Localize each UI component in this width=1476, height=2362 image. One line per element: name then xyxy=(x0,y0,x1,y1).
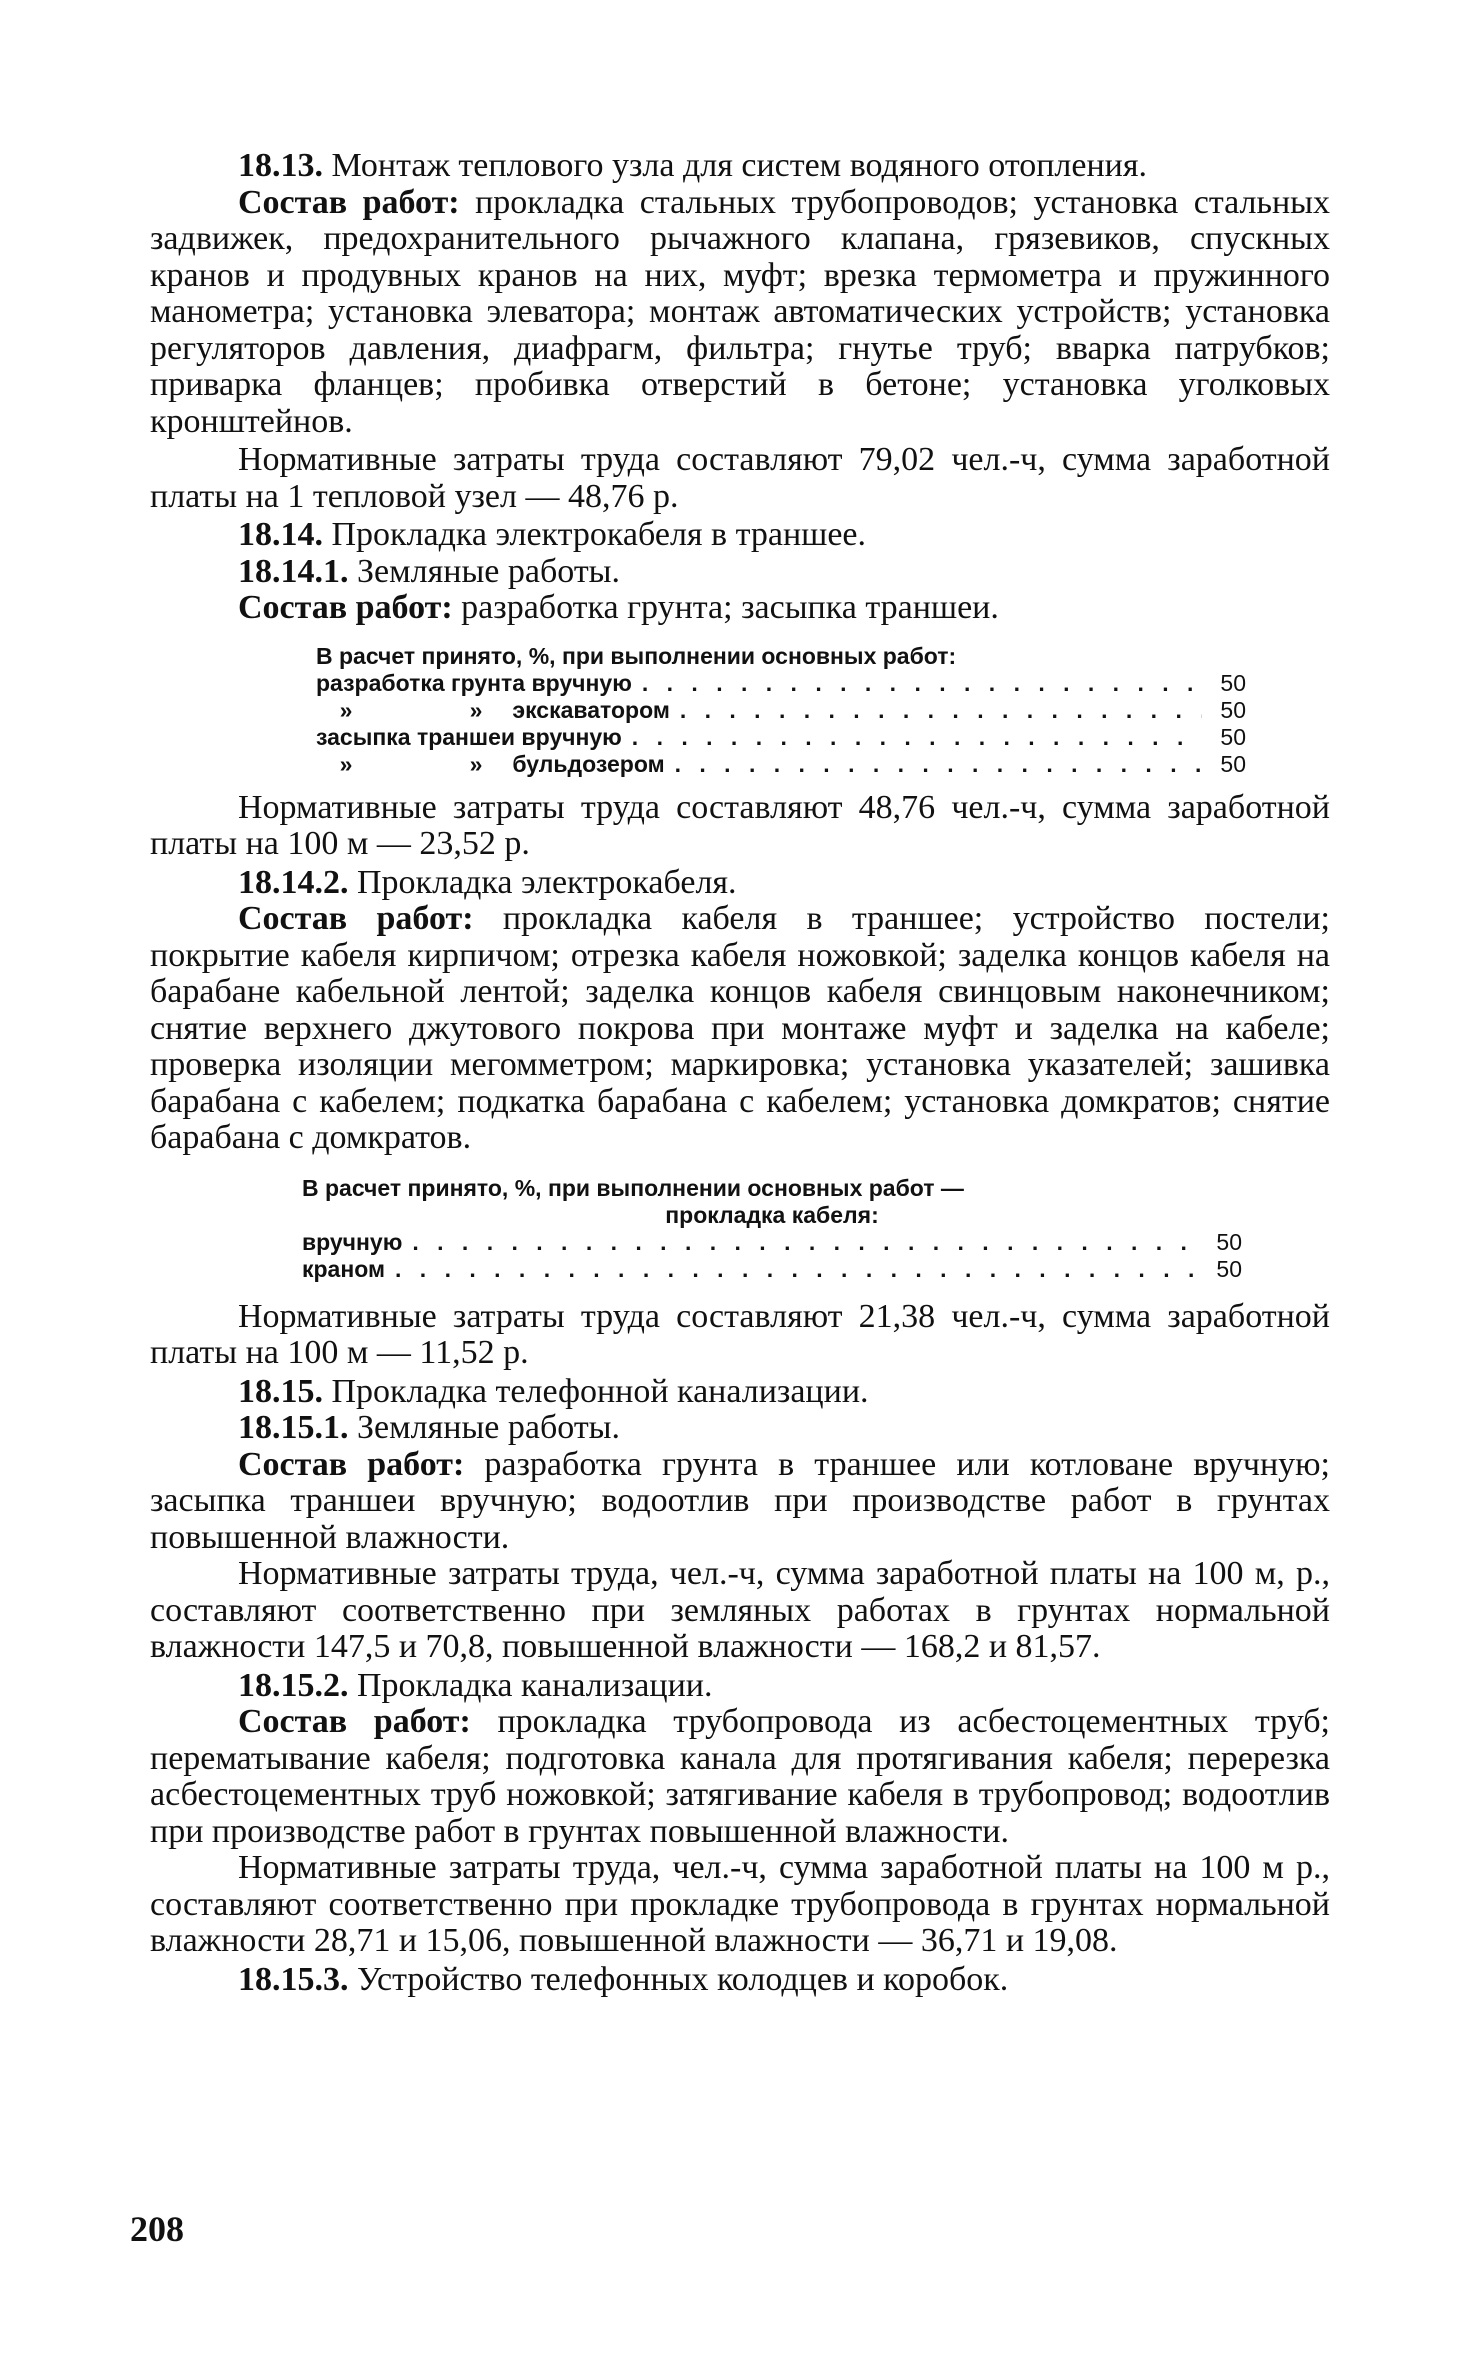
page-number: 208 xyxy=(130,2209,184,2249)
section-18-13-work: Состав работ: прокладка стальных трубопроводов; установка стальных задвижек, предохранительного рычажного клапана, грязевиков, спускных кранов и продувных кранов на них, муфт; врезка термометра и пружинного манометра; установка элеватора; монтаж автоматических устройств; установка регуляторов давления, диафрагм, фильтра; гнутье труб; вварка патрубков; приварка фланцев; пробивка отверстий в бетоне; установка уголковых кронштейнов. xyxy=(150,183,1330,440)
section-18-14-1-heading: 18.14.1. Земляные работы. xyxy=(238,552,621,590)
section-18-13-heading: 18.13. Монтаж теплового узла для систем водяного отопления. xyxy=(238,147,1148,184)
work-share-table-earth xyxy=(316,643,1246,778)
section-18-15-3-heading: 18.15.3. Устройство телефонных колодцев и коробок. xyxy=(238,1960,1009,1998)
table-caption: В расчет принято, %, при выполнении основных работ: xyxy=(316,642,957,669)
table-caption-continued: прокладка кабеля: xyxy=(665,1201,879,1228)
section-18-15-heading: 18.15. Прокладка телефонной канализации. xyxy=(238,1372,869,1410)
table-row: вручную . . . 50 xyxy=(302,1229,1242,1256)
section-18-15-2-heading: 18.15.2. Прокладка канализации. xyxy=(238,1666,713,1704)
page-body xyxy=(150,148,1330,1998)
section-18-15-2-norm: Нормативные затраты труда, чел.-ч, сумма заработной платы на 100 м р., составляют соответственно при прокладке трубопровода в грунтах нормальной влажности 28,71 и 15,06, повышенной влажности — 36,71 и 19,08. xyxy=(150,1849,1330,1959)
table-row: краном . . . 50 xyxy=(302,1256,1242,1283)
section-18-15-2-work: Состав работ: прокладка трубопровода из асбестоцементных труб; перематывание кабеля; подготовка канала для протягивания кабеля; перерезка асбестоцементных труб ножовкой; затягивание кабеля в трубопровод; водоотлив при производстве работ в грунтах повышенной влажности. xyxy=(150,1703,1330,1850)
section-18-15-1-norm: Нормативные затраты труда, чел.-ч, сумма заработной платы на 100 м, р., составляют соответственно при земляных работах в грунтах нормальной влажности 147,5 и 70,8, повышенной влажности — 168,2 и 81,57. xyxy=(150,1555,1330,1665)
table-row: засыпка траншеи вручную . . . 50 xyxy=(316,724,1246,751)
section-18-14-2-norm: Нормативные затраты труда составляют 21,38 чел.-ч, сумма заработной платы на 100 м — 11,52 р. xyxy=(150,1297,1330,1371)
section-18-15-1-heading: 18.15.1. Земляные работы. xyxy=(238,1409,621,1446)
table-row: » » бульдозером . . . 50 xyxy=(316,751,1246,778)
section-18-14-2-work: Состав работ: прокладка кабеля в траншее; устройство постели; покрытие кабеля кирпичом; отрезка кабеля ножовкой; заделка концов кабеля на барабане кабельной лентой; заделка концов кабеля свинцовым наконечником; снятие верхнего джутового покрова при монтаже муфт и заделка на кабеле; проверка изоляции мегомметром; маркировка; установка указателей; зашивка барабана с кабелем; подкатка барабана с кабелем; установка домкратов; снятие барабана с домкратов. xyxy=(150,900,1330,1156)
table-row: разработка грунта вручную . . . 50 xyxy=(316,670,1246,697)
work-share-table-cable xyxy=(302,1175,1242,1283)
table-row: » » экскаватором . . . 50 xyxy=(316,697,1246,724)
section-18-13-norm: Нормативные затраты труда составляют 79,02 чел.-ч, сумма заработной платы на 1 тепловой узел — 48,76 р. xyxy=(150,441,1330,515)
table-caption: В расчет принято, %, при выполнении основных работ — xyxy=(302,1174,964,1201)
section-18-15-1-work: Состав работ: разработка грунта в траншее или котловане вручную; засыпка траншеи вручную; водоотлив при производстве работ в грунтах повышенной влажности. xyxy=(150,1445,1330,1556)
section-18-14-1-norm: Нормативные затраты труда составляют 48,76 чел.-ч, сумма заработной платы на 100 м — 23,52 р. xyxy=(150,788,1330,862)
section-18-14-1-work: Состав работ: разработка грунта; засыпка траншеи. xyxy=(238,589,999,626)
section-18-14-heading: 18.14. Прокладка электрокабеля в траншее. xyxy=(238,516,867,553)
section-18-14-2-heading: 18.14.2. Прокладка электрокабеля. xyxy=(238,863,737,901)
